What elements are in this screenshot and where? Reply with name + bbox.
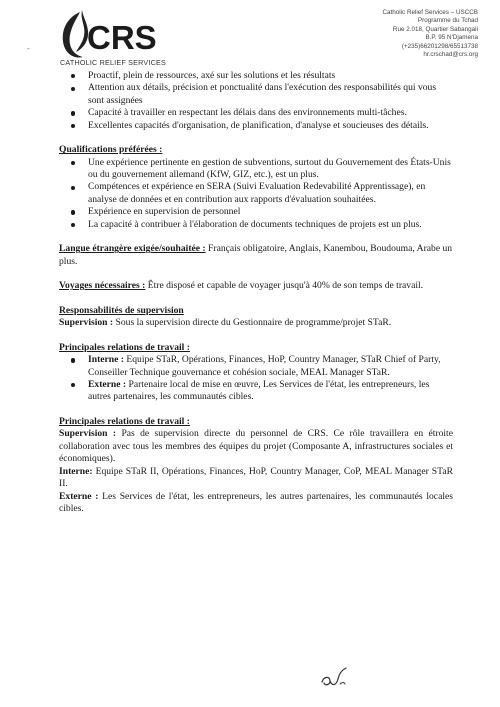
crs-logo [58, 8, 188, 70]
language-text: Français obligatoire, Anglais, Kanembou, Boudouma, Arabe un plus. [59, 243, 453, 267]
supervision-label: Supervision : [59, 317, 114, 329]
relations2-internal: Interne: Equipe STaR II, Opérations, Finances, HoP, Country Manager, CoP, MEAL Manager STaR II. [59, 465, 453, 490]
list-item: Excellentes capacités d'organisation, de planification, d'analyse et soucieuses des détails. [59, 120, 453, 132]
list-item: Attention aux détails, précision et ponctualité dans l'exécution des responsabilités qui vous sont assignées [59, 82, 453, 107]
relations2-supervision: Supervision : Pas de supervision directe du personnel de CRS. Ce rôle travaillera en étroite collaboration avec tous les membres des équipes du projet (Composante A, infrastructures sociales et économiques). [59, 428, 453, 465]
address-line: Catholic Relief Services – USCCB [382, 9, 478, 16]
list-item: Externe : Partenaire local de mise en œuvre, Les Services de l'état, les entrepreneurs, les autres partenaires, les communautés cibles. [59, 379, 453, 404]
section-heading-relations-2: Principales relations de travail : [59, 416, 190, 428]
address-line: hr.crschad@crs.org [423, 51, 478, 59]
logo-subtitle: CATHOLIC RELIEF SERVICES [60, 58, 166, 67]
address-line: B.P. 95 N'Djamena [425, 34, 478, 42]
document-body [59, 70, 453, 515]
travel-label: Voyages nécessaires : [59, 280, 146, 292]
logo-wordmark: CRS [87, 19, 157, 56]
section-heading-preferred: Qualifications préférées : [59, 144, 163, 156]
section-heading-relations: Principales relations de travail : [59, 341, 190, 353]
preferred-list [59, 157, 453, 231]
bullet-icon [71, 358, 75, 362]
list-item: Interne : Equipe STaR, Opérations, Finances, HoP, Country Manager, STaR Chief of Party, Conseiller Technique gouvernance et cohésion sociale, MEAL Manager STaR. [59, 354, 453, 379]
list-item: Proactif, plein de ressources, axé sur les solutions et les résultats [59, 70, 453, 82]
bullet-icon [71, 383, 75, 387]
travel-text: Être disposé et capable de voyager jusqu'à 40% de son temps de travail. [145, 280, 424, 292]
address-line: Programme du Tchad [417, 17, 478, 25]
address-block [328, 9, 478, 59]
supervision-paragraph [59, 317, 453, 329]
list-item: La capacité à contribuer à l'élaboration de documents techniques de projets est un plus. [59, 219, 453, 231]
list-item: Capacité à travailler en respectant les délais dans des environnements multi-tâches. [59, 107, 453, 119]
margin-mark: - [27, 44, 30, 53]
bullet-icon [71, 186, 75, 190]
address-line: (+235)66201298/65513738 [401, 42, 478, 50]
bullet-icon [71, 87, 75, 91]
language-label: Langue étrangère exigée/souhaitée : [59, 243, 206, 255]
travel-paragraph [59, 280, 453, 292]
handwritten-initials-signature [318, 664, 352, 690]
bullet-icon [71, 223, 75, 227]
relations2-external: Externe : Les Services de l'état, les entrepreneurs, les autres partenaires, les communautés locales cibles. [59, 490, 453, 514]
address-line: Rue 2.018, Quartier Sabangali [392, 25, 478, 33]
bullet-icon [71, 161, 75, 165]
bullet-icon [71, 124, 75, 128]
section-heading-supervision: Responsabilités de supervision [59, 304, 184, 316]
relations-list [59, 354, 453, 404]
list-item: Expérience en supervision de personnel [59, 206, 453, 218]
list-item: Compétences et expérience en SERA (Suivi Evaluation Redevabilité Apprentissage), en analyse de données et en contribution aux rapports d'évaluation souhaitées. [59, 181, 453, 206]
bullet-icon [71, 210, 75, 214]
supervision-text: Sous la supervision directe du Gestionnaire de programme/projet STaR. [113, 317, 392, 329]
list-item: Une expérience pertinente en gestion de subventions, surtout du Gouvernement des États-Unis ou du gouvernement allemand (KfW, GIZ, etc.), est un plus. [59, 157, 453, 182]
qualities-list [59, 70, 453, 132]
language-paragraph [59, 243, 453, 268]
bullet-icon [71, 111, 75, 115]
bullet-icon [71, 74, 75, 78]
